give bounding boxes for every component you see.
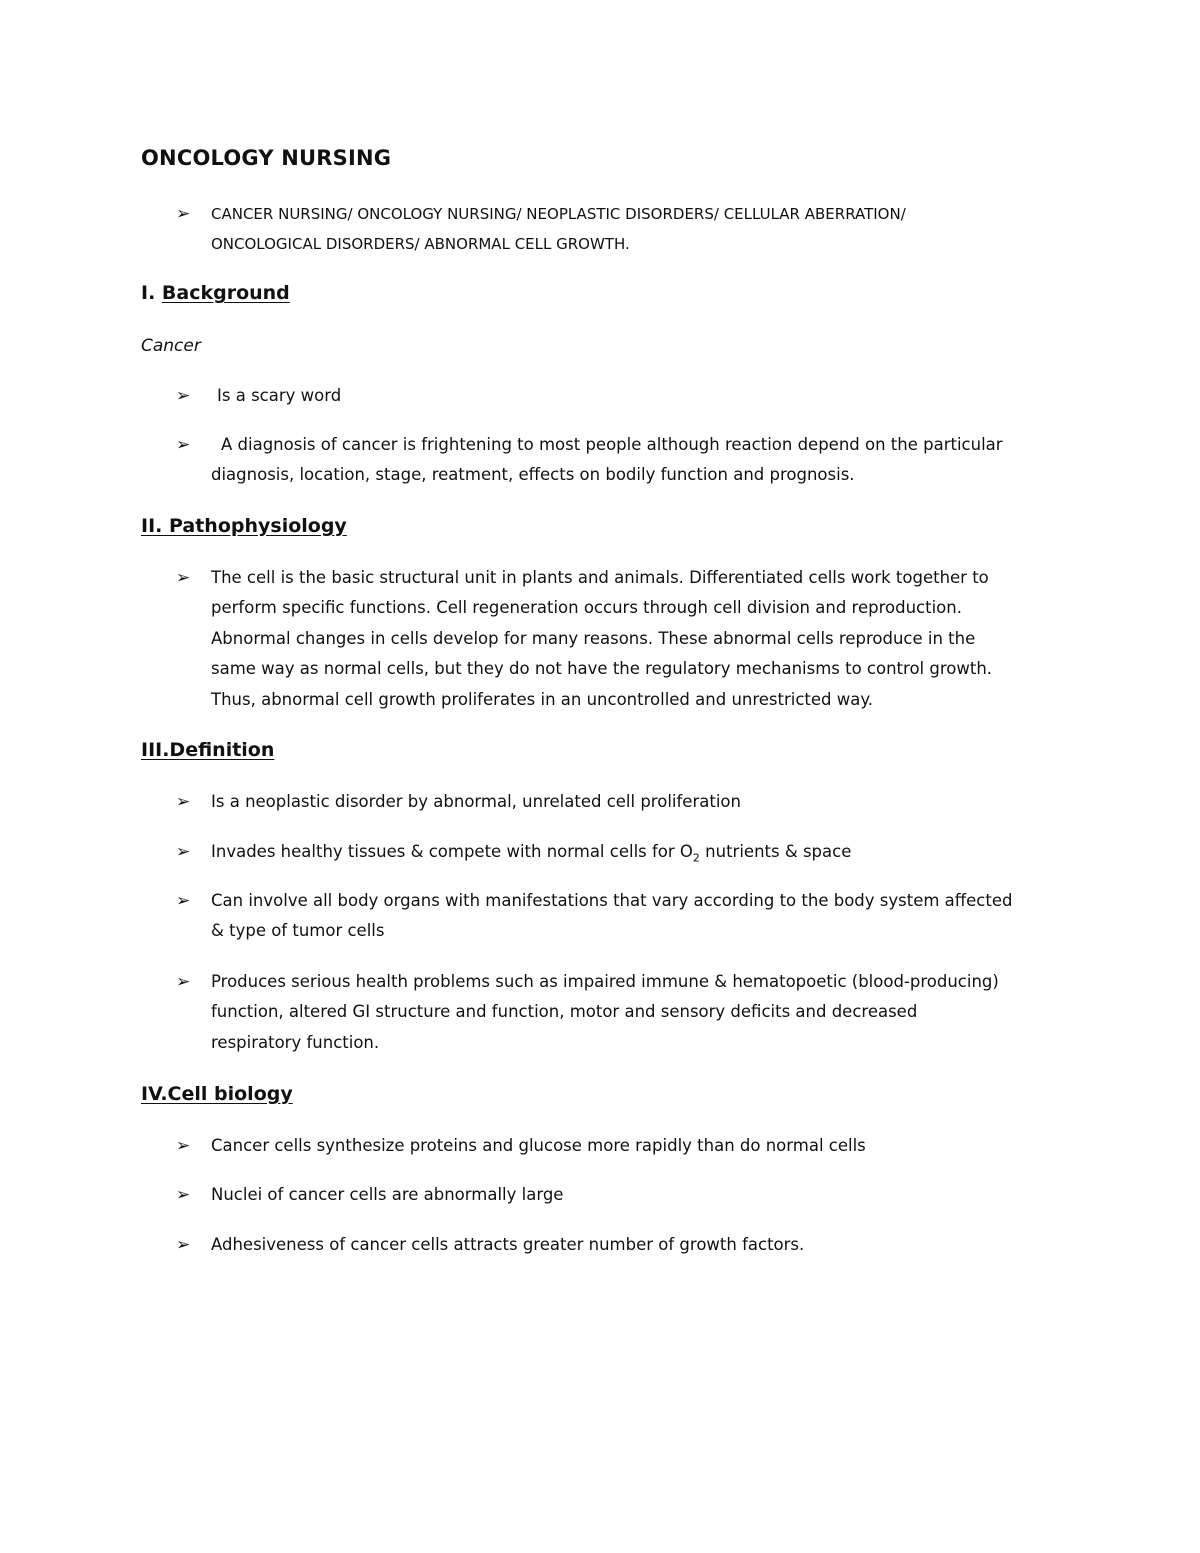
list-item-text: Can involve all body organs with manifestations that vary according to the body system affected xyxy=(211,891,1013,910)
list-item-text: Is a neoplastic disorder by abnormal, unrelated cell proliferation xyxy=(211,792,741,811)
intro-line-1: CANCER NURSING/ ONCOLOGY NURSING/ NEOPLASTIC DISORDERS/ CELLULAR ABERRATION/ xyxy=(211,205,906,223)
section-heading-pathophysiology xyxy=(141,515,347,537)
section-heading-cell-biology xyxy=(141,1083,293,1105)
section-number: I. xyxy=(141,282,162,304)
list-item-text: same way as normal cells, but they do not have the regulatory mechanisms to control growth. xyxy=(211,659,993,679)
section-title: III.Definition xyxy=(141,739,275,761)
arrow-bullet-icon: ➢ xyxy=(176,386,191,406)
list-item-text: Adhesiveness of cancer cells attracts greater number of growth factors. xyxy=(211,1235,805,1254)
intro-text xyxy=(211,199,1071,260)
section-title: II. Pathophysiology xyxy=(141,515,347,537)
list-item-text: function, altered GI structure and function, motor and sensory deficits and decreased xyxy=(211,1002,918,1022)
intro-line-2: ONCOLOGICAL DISORDERS/ ABNORMAL CELL GROWTH. xyxy=(211,235,630,254)
arrow-bullet-icon: ➢ xyxy=(176,792,191,812)
list-item-text: respiratory function. xyxy=(211,1032,380,1052)
list-item-text: Cancer cells synthesize proteins and glucose more rapidly than do normal cells xyxy=(211,1136,866,1155)
arrow-bullet-icon: ➢ xyxy=(176,435,191,455)
document-title: ONCOLOGY NURSING xyxy=(141,146,392,170)
section-title: IV.Cell biology xyxy=(141,1083,293,1105)
arrow-bullet-icon: ➢ xyxy=(176,842,191,862)
list-item-text: Abnormal changes in cells develop for many reasons. These abnormal cells reproduce in the xyxy=(211,628,976,648)
section-heading-definition xyxy=(141,739,274,761)
list-item-text: Nuclei of cancer cells are abnormally large xyxy=(211,1185,564,1204)
arrow-bullet-icon: ➢ xyxy=(176,1235,191,1255)
list-item-text: Produces serious health problems such as impaired immune & hematopoetic (blood-producing) xyxy=(211,972,999,991)
arrow-bullet-icon: ➢ xyxy=(176,1185,191,1205)
section-title: Background xyxy=(161,282,290,304)
list-item-text: Invades healthy tissues & compete with normal cells for $O_2$ nutrients & space xyxy=(211,842,852,865)
subheading-cancer: Cancer xyxy=(141,336,201,356)
arrow-bullet-icon: ➢ xyxy=(176,1136,191,1156)
list-item-text: Is a scary word xyxy=(217,386,342,405)
arrow-bullet-icon: ➢ xyxy=(176,972,191,992)
list-item-text: The cell is the basic structural unit in plants and animals. Differentiated cells work together to xyxy=(211,568,989,587)
subscript: 2 xyxy=(692,851,700,865)
list-item-text: A diagnosis of cancer is frightening to most people although reaction depend on the particular xyxy=(221,435,1003,454)
arrow-bullet-icon: ➢ xyxy=(176,204,191,224)
section-heading-background xyxy=(141,282,290,304)
arrow-bullet-icon: ➢ xyxy=(176,891,191,911)
list-item-text: Thus, abnormal cell growth proliferates in an uncontrolled and unrestricted way. xyxy=(211,689,874,709)
list-item-text: diagnosis, location, stage, reatment, effects on bodily function and prognosis. xyxy=(211,465,855,485)
list-item-text: perform specific functions. Cell regeneration occurs through cell division and reproduction. xyxy=(211,598,962,618)
list-item-text: & type of tumor cells xyxy=(211,921,385,941)
arrow-bullet-icon: ➢ xyxy=(176,568,191,588)
